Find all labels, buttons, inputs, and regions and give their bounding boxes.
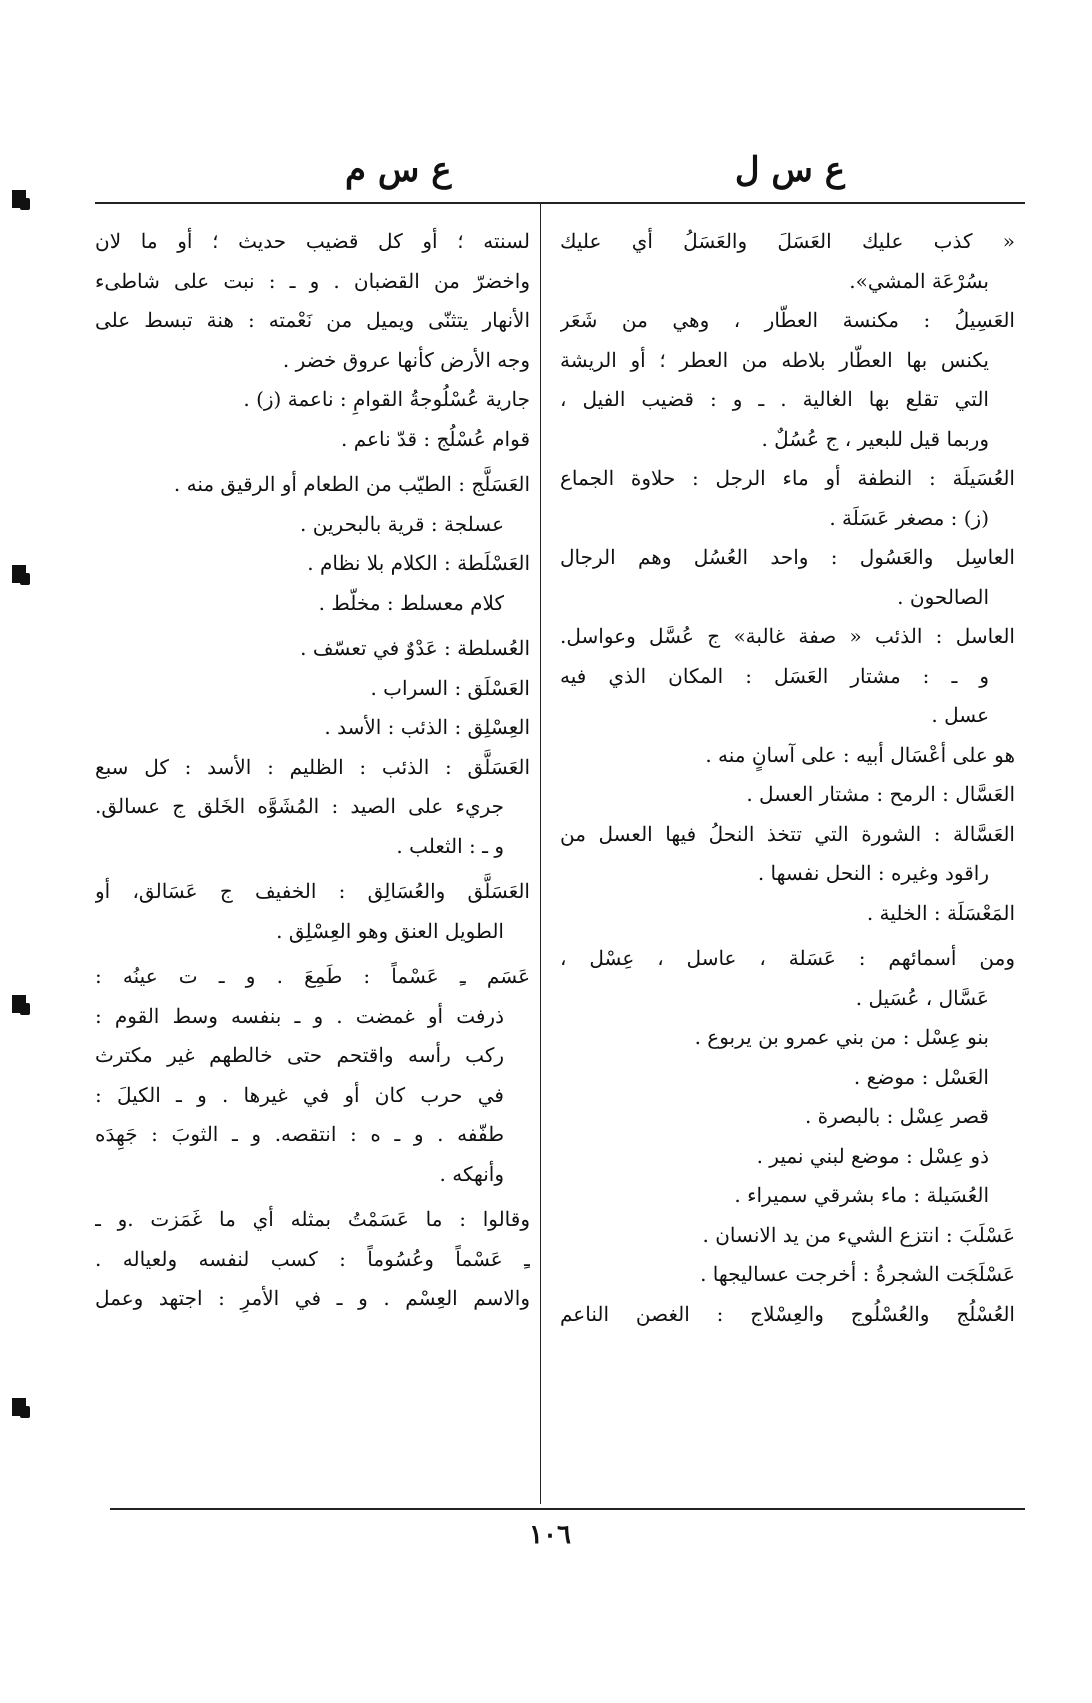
text-line: و ـ : الثعلب . (396, 833, 504, 858)
text-line: كلام معسلط : مخلّط . (318, 590, 504, 615)
text-line: وربما قيل للبعير ، ج عُسُلٌ . (761, 426, 989, 451)
margin-mark (12, 995, 26, 1013)
text-line: العُسَيلَة : النطفة أو ماء الرجل : حلاوة الجماع (560, 466, 1015, 490)
text-line: يكنس بها العطّار بلاطه من العطر ؛ أو الريشة (560, 347, 989, 372)
text-line: (ز) : مصغر عَسَلَة . (829, 505, 989, 530)
text-line: العَسَلَّج : الطيّب من الطعام أو الرقيق منه . (173, 472, 530, 496)
text-line: « كذب عليك العَسَلَ والعَسَلُ أي عليك (560, 229, 1015, 253)
text-line: العَسْل : موضع . (853, 1064, 989, 1089)
text-line: بنو عِسْل : من بني عمرو بن يربوع . (694, 1025, 989, 1049)
text-line: الأنهار يتثنّى ويميل من نَعْمته : هنة تبسط على (95, 308, 530, 332)
column-divider (540, 204, 541, 1504)
margin-mark (12, 190, 26, 208)
text-line: المَعْسَلَة : الخلية . (866, 900, 1015, 925)
text-line: وأنهكه . (439, 1161, 504, 1186)
page-number: ١٠٦ (529, 1520, 571, 1550)
text-line: العَسَلَّق : الذئب : الظليم : الأسد : كل سبع (95, 754, 530, 779)
footer-rule (110, 1508, 1025, 1510)
text-line: عسل . (931, 703, 989, 727)
text-line: العاسل : الذئب « صفة غالبة» ج عُسَّل وعواسل. (560, 624, 1015, 648)
text-line: العُسْلُج والعُسْلُوج والعِسْلاج : الغصن الناعم (560, 1301, 1015, 1326)
text-line: عسلجة : قرية بالبحرين . (300, 511, 504, 536)
text-line: العُسلطة : عَدْوٌ في تعسّف . (300, 636, 530, 660)
text-line: ـِ عَسْماً وعُسُوماً : كسب لنفسه ولعياله . (95, 1246, 530, 1271)
text-line: وجه الأرض كأنها عروق خضر . (282, 347, 530, 372)
text-line: لسنته ؛ أو كل قضيب حديث ؛ أو ما لان (95, 229, 530, 253)
text-line: قصر عِسْل : بالبصرة . (804, 1104, 989, 1128)
text-line: واخضرّ من القضبان . و ـ : نبت على شاطىء (95, 268, 530, 293)
text-line: العَسَلَّق والعُسَالِق : الخفيف ج عَسَالق، أو (95, 879, 530, 903)
text-line: جريء على الصيد : المُشَوَّه الخَلق ج عسالق. (95, 794, 504, 818)
text-line: وقالوا : ما عَسَمْتُ بمثله أي ما غَمَزت .و ـ (95, 1207, 530, 1231)
text-line: الطويل العنق وهو العِسْلِق . (276, 918, 504, 943)
text-line: ركب رأسه واقتحم حتى خالطهم غير مكترث (95, 1043, 504, 1067)
text-line: طفّفه . و ـ ه : انتقصه. و ـ الثوبَ : جَهِدَه (95, 1122, 504, 1146)
text-line: عَسْلَجَت الشجرةُ : أخرجت عساليجها . (700, 1262, 1015, 1286)
right-column (560, 222, 1015, 1502)
text-line: هو على أعْسَال أبيه : على آسانٍ منه . (705, 742, 1015, 767)
text-line: العَسَّال : الرمح : مشتار العسل . (746, 782, 1015, 806)
text-line: في حرب كان أو في غيرها . و ـ الكيلَ : (95, 1082, 504, 1107)
margin-mark (12, 1398, 26, 1416)
text-line: العِسْلِق : الذئب : الأسد . (324, 715, 530, 739)
text-line: قوام عُسْلُج : قدّ ناعم . (341, 426, 530, 451)
text-line: العَسَّالة : الشورة التي تتخذ النحلُ فيها العسل من (560, 821, 1015, 846)
text-line: بسُرْعَة المشي». (849, 268, 989, 293)
text-line: الصالحون . (897, 584, 989, 609)
text-line: العَسْلَق : السراب . (370, 675, 530, 700)
left-column (95, 222, 530, 1502)
text-line: عَسَم ـِ عَسْماً : طَمِعَ . و ـ ت عينُه : (95, 964, 530, 988)
text-line: العُسَيلة : ماء بشرقي سميراء . (734, 1183, 989, 1207)
text-line: ومن أسمائهم : عَسَلة ، عاسل ، عِسْل ، (560, 946, 1015, 970)
text-line: ذرفت أو غمضت . و ـ بنفسه وسط القوم : (95, 1003, 504, 1028)
page-header (95, 150, 1025, 200)
text-line: ذو عِسْل : موضع لبني نمير . (756, 1143, 989, 1168)
header-root-left: ع س م (345, 150, 452, 190)
margin-mark (12, 565, 26, 583)
text-line: العَسِيلُ : مكنسة العطّار ، وهي من شَعَر (560, 308, 1015, 332)
text-line: العاسِل والعَسُول : واحد العُسُل وهم الرجال (560, 545, 1015, 569)
text-line: العَسْلَطة : الكلام بلا نظام . (307, 551, 530, 575)
text-line: عَسْلَبَ : انتزع الشيء من يد الانسان . (702, 1222, 1015, 1247)
text-line: التي تقلع بها الغالية . ـ و : قضيب الفيل ، (560, 387, 989, 411)
header-rule (95, 202, 1025, 204)
text-line: راقود وغيره : النحل نفسها . (757, 861, 989, 885)
text-line: عَسَّال ، عُسَيل . (855, 985, 989, 1010)
text-line: والاسم العِسْم . و ـ في الأمرِ : اجتهد وعمل (95, 1286, 530, 1310)
text-line: و ـ : مشتار العَسَل : المكان الذي فيه (560, 663, 989, 688)
header-root-right: ع س ل (734, 150, 845, 190)
text-line: جارية عُسْلُوجةُ القوامِ : ناعمة (ز) . (243, 387, 530, 411)
